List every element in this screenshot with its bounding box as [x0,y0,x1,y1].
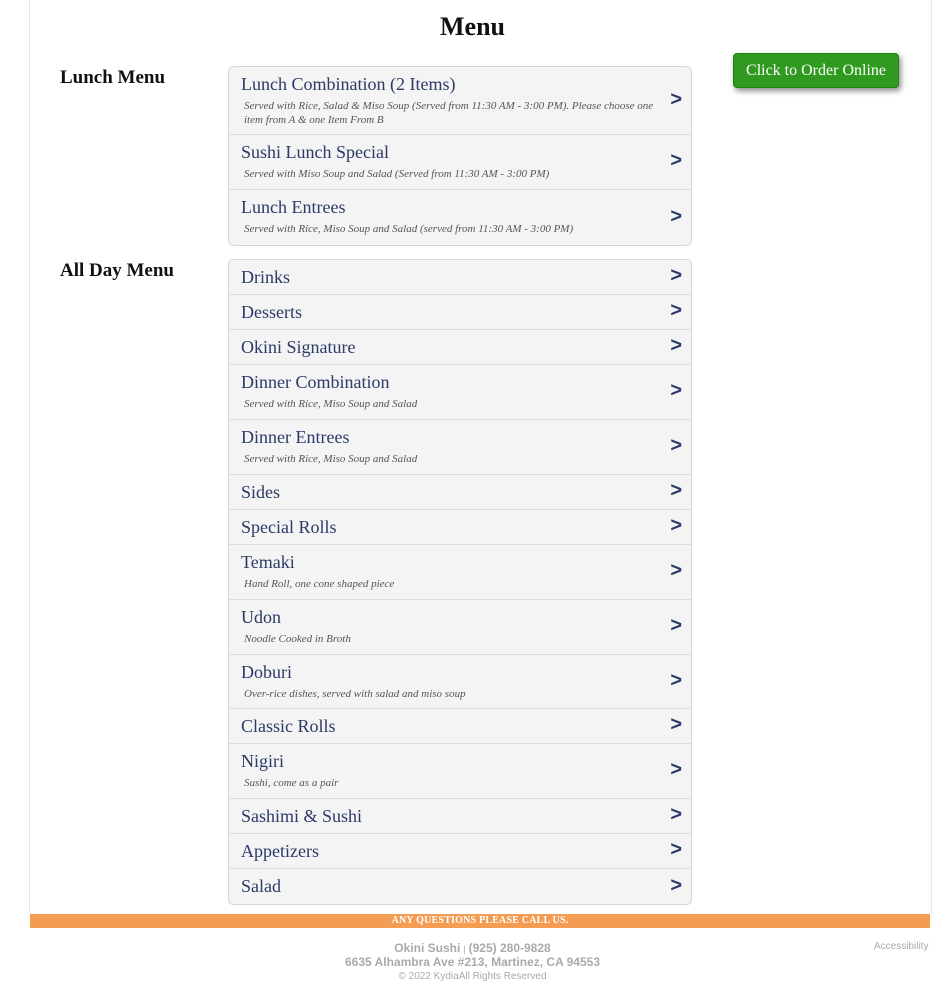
chevron-right-icon: > [670,559,682,582]
category-description: Hand Roll, one cone shaped piece [244,578,395,590]
category-description: Served with Rice, Miso Soup and Salad (served from 11:30 AM - 3:00 PM) [244,223,574,235]
menu-category-udon[interactable] [229,600,691,655]
order-online-button[interactable]: Click to Order Online [733,53,899,88]
category-description: Over-rice dishes, served with salad and miso soup [244,688,466,700]
category-description: Sushi, come as a pair [244,777,339,789]
chevron-right-icon: > [670,379,682,402]
chevron-right-icon: > [670,713,682,736]
menu-category-classic-rolls[interactable] [229,709,691,744]
footer-separator: | [463,944,466,954]
menu-category-special-rolls[interactable] [229,510,691,545]
category-title: Salad [241,876,281,896]
menu-category-desserts[interactable] [229,295,691,330]
footer-copyright-line [0,971,945,982]
chevron-right-icon: > [670,758,682,781]
footer-contact-line [0,941,945,955]
chevron-right-icon: > [670,299,682,322]
menu-category-lunch-entrees[interactable] [229,190,691,245]
category-title: Sashimi & Sushi [241,806,363,826]
menu-category-doburi[interactable] [229,655,691,709]
chevron-right-icon: > [670,838,682,861]
footer-restaurant-name: Okini Sushi [394,941,461,955]
all-day-menu-panel [228,259,692,905]
category-title: Desserts [241,302,302,322]
category-title: Dinner Combination [241,372,390,392]
accessibility-link[interactable]: Accessibility [874,941,929,952]
chevron-right-icon: > [670,803,682,826]
chevron-right-icon: > [670,204,682,227]
menu-category-temaki[interactable] [229,545,691,600]
category-title: Special Rolls [241,517,337,537]
chevron-right-icon: > [670,149,682,172]
menu-category-drinks[interactable] [229,260,691,295]
category-title: Udon [241,607,281,627]
chevron-right-icon: > [670,514,682,537]
footer-phone: (925) 280-9828 [468,941,551,955]
menu-category-dinner-entrees[interactable] [229,420,691,475]
menu-category-dinner-combination[interactable] [229,365,691,420]
section-title-lunch: Lunch Menu [60,67,166,88]
menu-category-lunch-combination[interactable] [229,67,691,135]
chevron-right-icon: > [670,873,682,896]
footer-brand-link[interactable]: Kydia [433,971,459,982]
category-title: Dinner Entrees [241,427,350,447]
chevron-right-icon: > [670,668,682,691]
footer-rights: All Rights Reserved [458,971,547,982]
category-title: Doburi [241,662,292,682]
section-title-all-day: All Day Menu [60,260,174,281]
category-title: Sushi Lunch Special [241,142,389,162]
chevron-right-icon: > [670,264,682,287]
footer-address: 6635 Alhambra Ave #213, Martinez, CA 94553 [344,955,601,969]
page-title: Menu [440,12,505,41]
category-title: Lunch Entrees [241,197,346,217]
lunch-menu-panel [228,66,692,246]
category-title: Lunch Combination (2 Items) [241,74,456,94]
call-us-notice-bar: ANY QUESTIONS PLEASE CALL US. [30,914,930,928]
category-description: Served with Rice, Salad & Miso Soup (Served from 11:30 AM - 3:00 PM). Please choose one item from A & one Item From B [244,100,654,126]
menu-category-nigiri[interactable] [229,744,691,799]
chevron-right-icon: > [670,614,682,637]
chevron-right-icon: > [670,87,682,110]
chevron-right-icon: > [670,334,682,357]
category-description: Served with Rice, Miso Soup and Salad [244,453,418,465]
footer-copyright: © 2022 [398,971,431,982]
category-description: Served with Miso Soup and Salad (Served from 11:30 AM - 3:00 PM) [244,168,550,180]
chevron-right-icon: > [670,434,682,457]
category-description: Served with Rice, Miso Soup and Salad [244,398,418,410]
chevron-right-icon: > [670,479,682,502]
category-title: Nigiri [241,751,284,771]
menu-category-sashimi-sushi[interactable] [229,799,691,834]
menu-category-sides[interactable] [229,475,691,510]
menu-category-salad[interactable] [229,869,691,904]
category-title: Sides [241,482,281,502]
category-title: Drinks [241,267,290,287]
menu-category-appetizers[interactable] [229,834,691,869]
category-title: Appetizers [241,841,319,861]
category-description: Noodle Cooked in Broth [244,633,351,645]
category-title: Okini Signature [241,337,356,357]
category-title: Classic Rolls [241,716,336,736]
menu-category-okini-signature[interactable] [229,330,691,365]
menu-category-sushi-lunch-special[interactable] [229,135,691,190]
category-title: Temaki [241,552,295,572]
